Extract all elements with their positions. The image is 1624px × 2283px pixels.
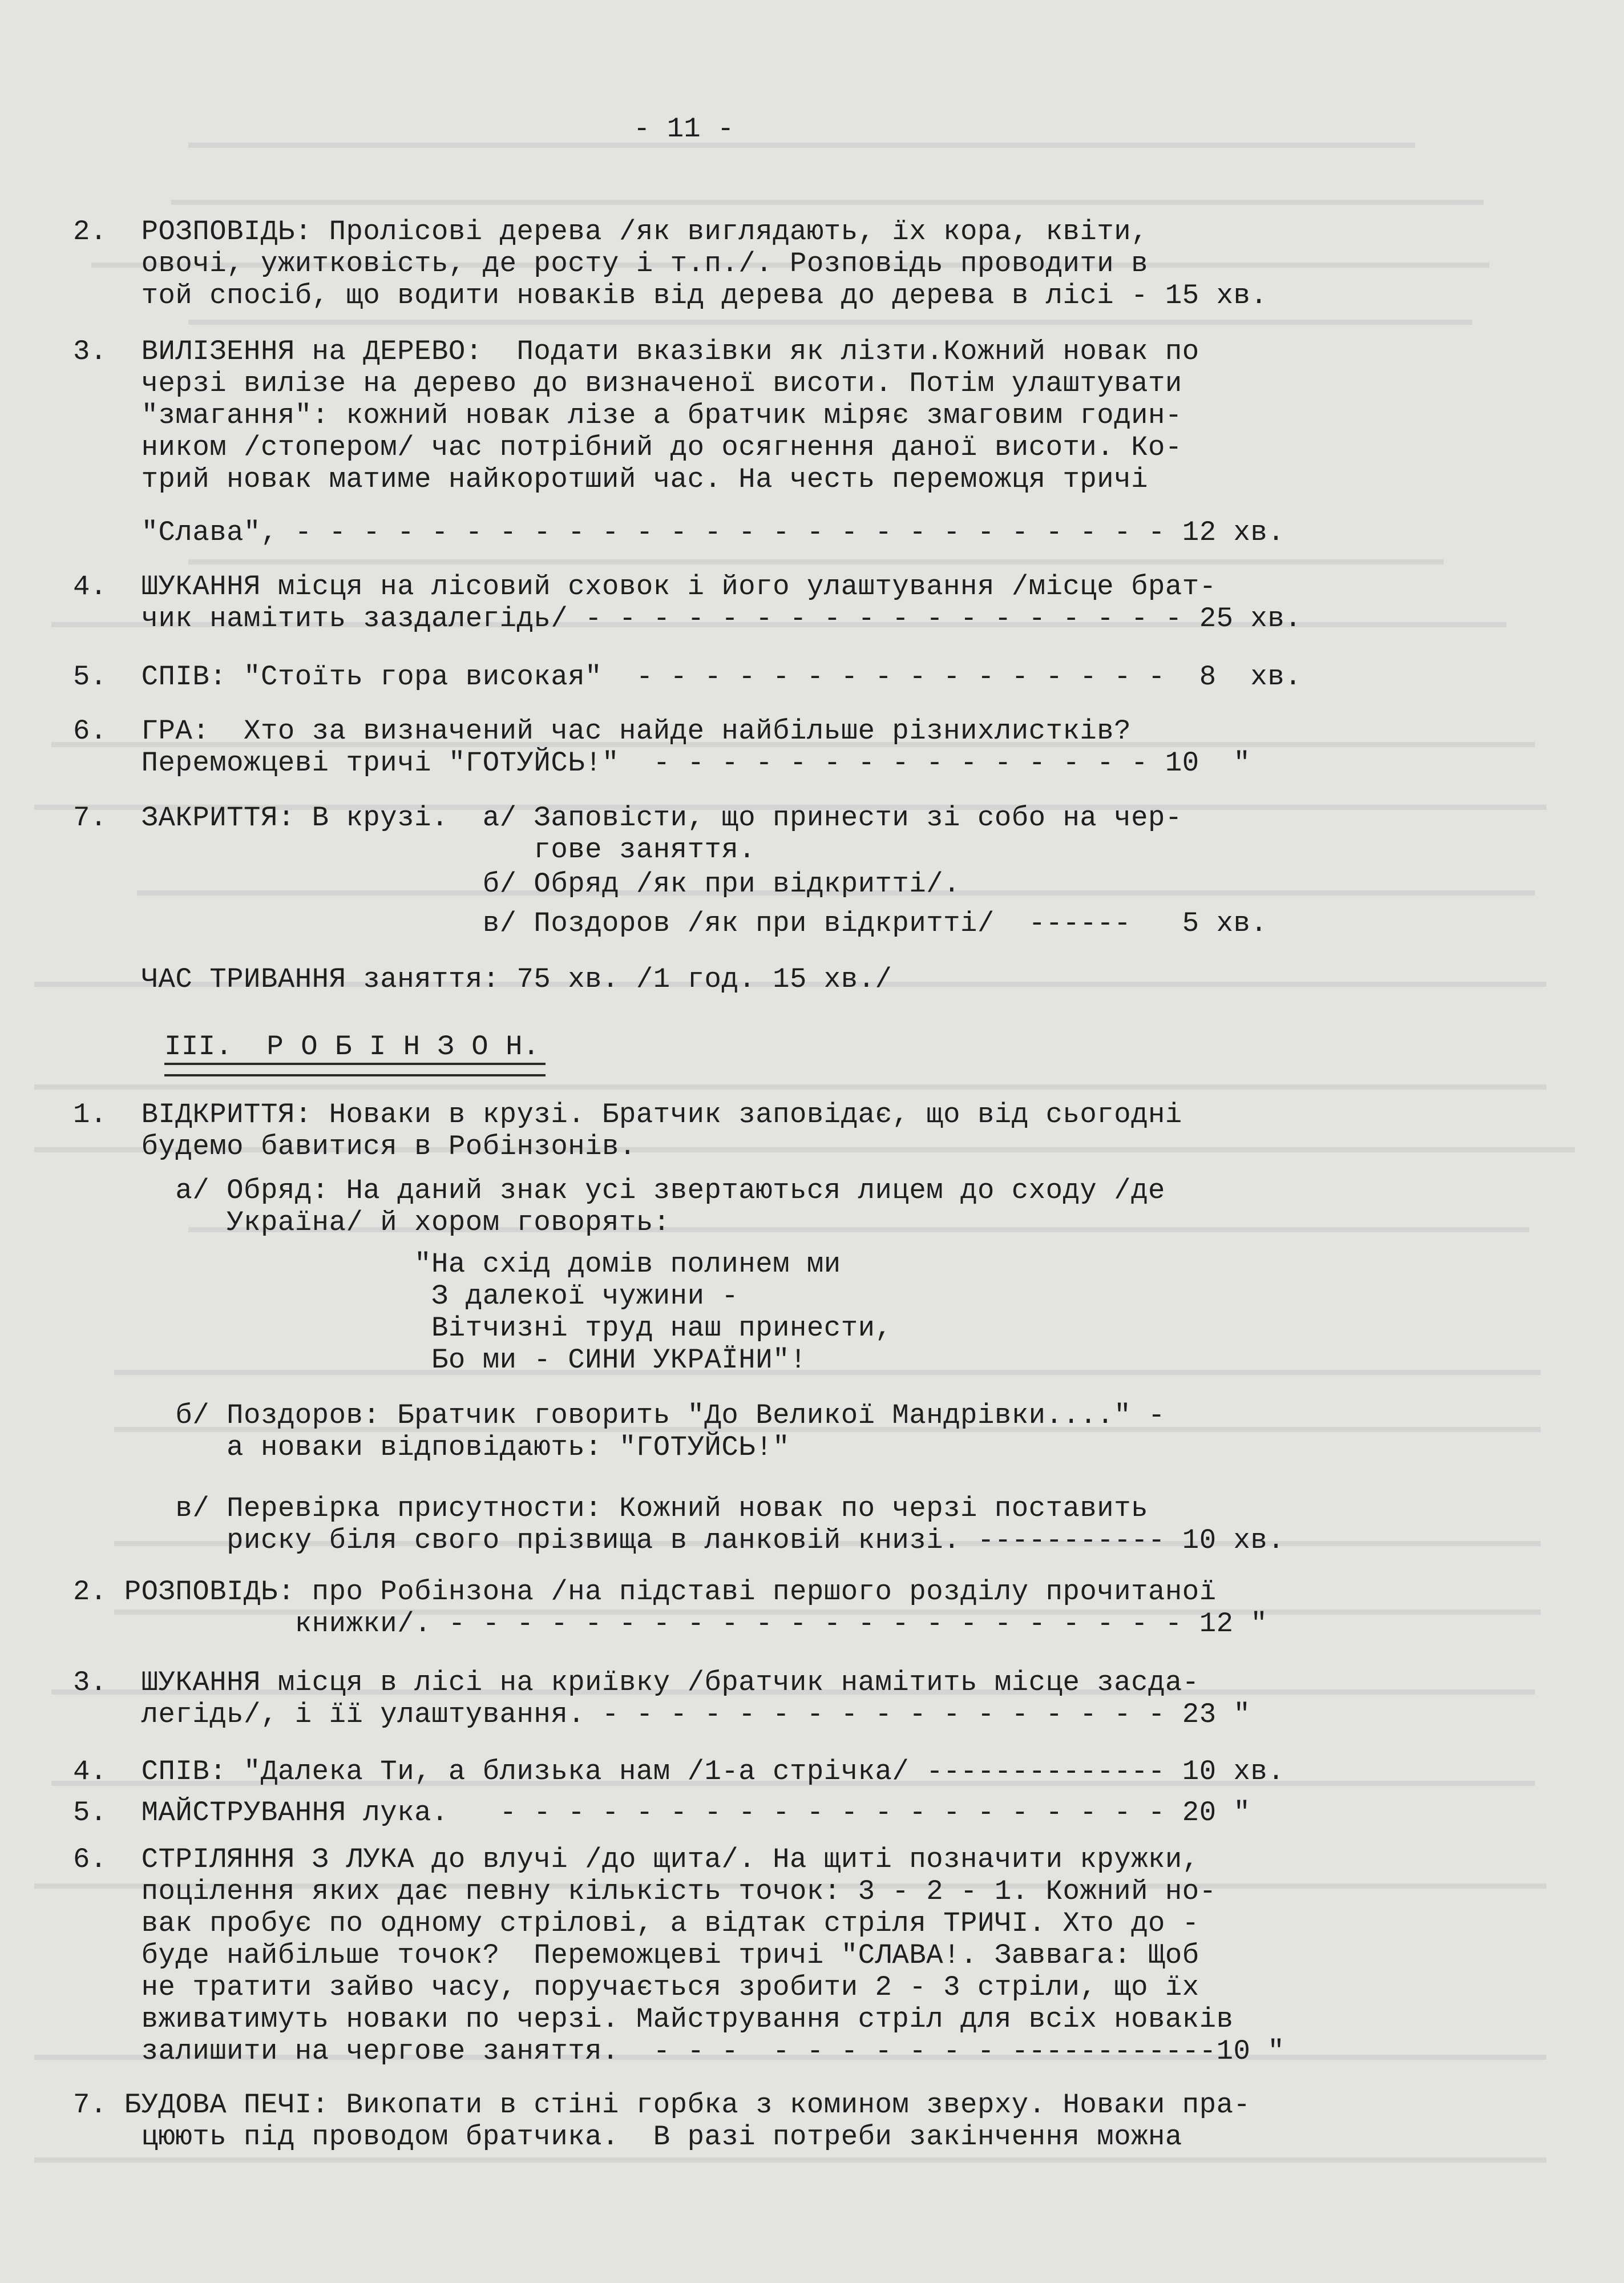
- page-number: - 11 -: [633, 113, 734, 145]
- section-title: III. Р О Б І Н З О Н.: [164, 1031, 540, 1063]
- s3-item1-line-11: в/ Перевірка присутности: Кожний новак по черзі поставить: [73, 1493, 1149, 1524]
- poem-line-3: Вітчизні труд наш принести,: [73, 1312, 892, 1344]
- s3-item6-line-1: 6. СТРІЛЯННЯ З ЛУКА до влучі /до щита/. На щиті позначити кружки,: [73, 1844, 1199, 1875]
- s3-item1-line-12: риску біля свого прізвища в ланковій книзі. ----------- 10 хв.: [73, 1524, 1285, 1556]
- s3-item6-line-2: поцілення яких дає певну кількість точок: 3 - 2 - 1. Кожний но-: [73, 1875, 1217, 1907]
- poem-line-1: "На схід домів полинем ми: [73, 1248, 841, 1280]
- s3-item2-line-2: книжки/. - - - - - - - - - - - - - - - - - - - - - - 12 ": [73, 1608, 1268, 1640]
- item6-line-2: Переможцеві тричі "ГОТУЙСЬ!" - - - - - - - - - - - - - - - 10 ": [73, 747, 1251, 779]
- s3-item3-line-1: 3. ШУКАННЯ місця в лісі на криївку /братчик намітить місце засда-: [73, 1667, 1199, 1699]
- duration-line: ЧАС ТРИВАННЯ заняття: 75 хв. /1 год. 15 хв./: [73, 963, 892, 995]
- item7-line-2: гове заняття.: [73, 834, 756, 866]
- s3-item2-line-1: 2. РОЗПОВІДЬ: про Робінзона /на підставі першого розділу прочитаної: [73, 1576, 1217, 1608]
- item4-line-1: 4. ШУКАННЯ місця на лісовий сховок і його улаштування /місце брат-: [73, 571, 1217, 603]
- item7-line-3: б/ Обряд /як при відкритті/.: [73, 868, 961, 900]
- s3-item7-line-2: цюють під проводом братчика. В разі потреби закінчення можна: [73, 2121, 1182, 2153]
- poem-line-4: Бо ми - СИНИ УКРАЇНИ"!: [73, 1344, 807, 1376]
- s3-item7-line-1: 7. БУДОВА ПЕЧІ: Викопати в стіні горбка з комином зверху. Новаки пра-: [73, 2089, 1251, 2121]
- item3-line-4: ником /стопером/ час потрібний до осягнення даної висоти. Ко-: [73, 431, 1182, 463]
- s3-item1-line-10: а новаки відповідають: "ГОТУЙСЬ!": [73, 1431, 790, 1463]
- s3-item6-line-6: вживатимуть новаки по черзі. Майстрування стріл для всіх новаків: [73, 2003, 1234, 2035]
- item5-line: 5. СПІВ: "Стоїть гора високая" - - - - - - - - - - - - - - - - 8 хв.: [73, 661, 1302, 693]
- s3-item5-line: 5. МАЙСТРУВАННЯ лука. - - - - - - - - - - - - - - - - - - - - 20 ": [73, 1797, 1251, 1829]
- s3-item6-line-3: вак пробує по одному стрілові, а відтак стріля ТРИЧІ. Хто до -: [73, 1907, 1199, 1939]
- item4-line-2: чик намітить заздалегідь/ - - - - - - - - - - - - - - - - - - 25 хв.: [73, 603, 1302, 635]
- s3-item1-line-9: б/ Поздоров: Братчик говорить "До Великої Мандрівки...." -: [73, 1399, 1165, 1431]
- section-title-underline: [164, 1063, 546, 1076]
- item6-line-1: 6. ГРА: Хто за визначений час найде найбільше різнихлистків?: [73, 715, 1132, 747]
- item2-line-3: той спосіб, що водити новаків від дерева до дерева в лісі - 15 хв.: [73, 280, 1268, 312]
- item3-line-3: "змагання": кожний новак лізе а братчик міряє змаговим годин-: [73, 400, 1182, 431]
- item2-line-2: овочі, ужитковість, де росту і т.п./. Розповідь проводити в: [73, 248, 1149, 280]
- s3-item1-line-1: 1. ВІДКРИТТЯ: Новаки в крузі. Братчик заповідає, що від сьогодні: [73, 1099, 1182, 1131]
- s3-item6-line-5: не тратити зайво часу, поручається зробити 2 - 3 стріли, що їх: [73, 1971, 1199, 2003]
- item2-line-1: 2. РОЗПОВІДЬ: Пролісові дерева /як виглядають, їх кора, квіти,: [73, 216, 1149, 248]
- item7-line-1: 7. ЗАКРИТТЯ: В крузі. а/ Заповісти, що принести зі собо на чер-: [73, 802, 1182, 834]
- s3-item1-line-3: а/ Обряд: На даний знак усі звертаються лицем до сходу /де: [73, 1175, 1165, 1207]
- s3-item4-line: 4. СПІВ: "Далека Ти, а близька нам /1-а стрічка/ -------------- 10 хв.: [73, 1756, 1285, 1788]
- item3-line-6: "Слава", - - - - - - - - - - - - - - - - - - - - - - - - - - 12 хв.: [73, 517, 1285, 548]
- s3-item6-line-4: буде найбільше точок? Переможцеві тричі "СЛАВА!. Заввага: Щоб: [73, 1939, 1199, 1971]
- s3-item1-line-4: Україна/ й хором говорять:: [73, 1207, 670, 1239]
- item7-line-4: в/ Поздоров /як при відкритті/ ------ 5 хв.: [73, 907, 1268, 939]
- item3-line-1: 3. ВИЛІЗЕННЯ на ДЕРЕВО: Подати вказівки як лізти.Кожний новак по: [73, 336, 1199, 368]
- s3-item3-line-2: легідь/, і її улаштування. - - - - - - - - - - - - - - - - - 23 ": [73, 1699, 1251, 1731]
- item3-line-2: черзі вилізе на дерево до визначеної висоти. Потім улаштувати: [73, 368, 1182, 400]
- s3-item1-line-2: будемо бавитися в Робінзонів.: [73, 1131, 636, 1163]
- s3-item6-line-7: залишити на чергове заняття. - - - - - - - - - - ------------10 ": [73, 2035, 1285, 2067]
- item3-line-5: трий новак матиме найкоротший час. На честь переможця тричі: [73, 463, 1149, 495]
- poem-line-2: З далекої чужини -: [73, 1280, 739, 1312]
